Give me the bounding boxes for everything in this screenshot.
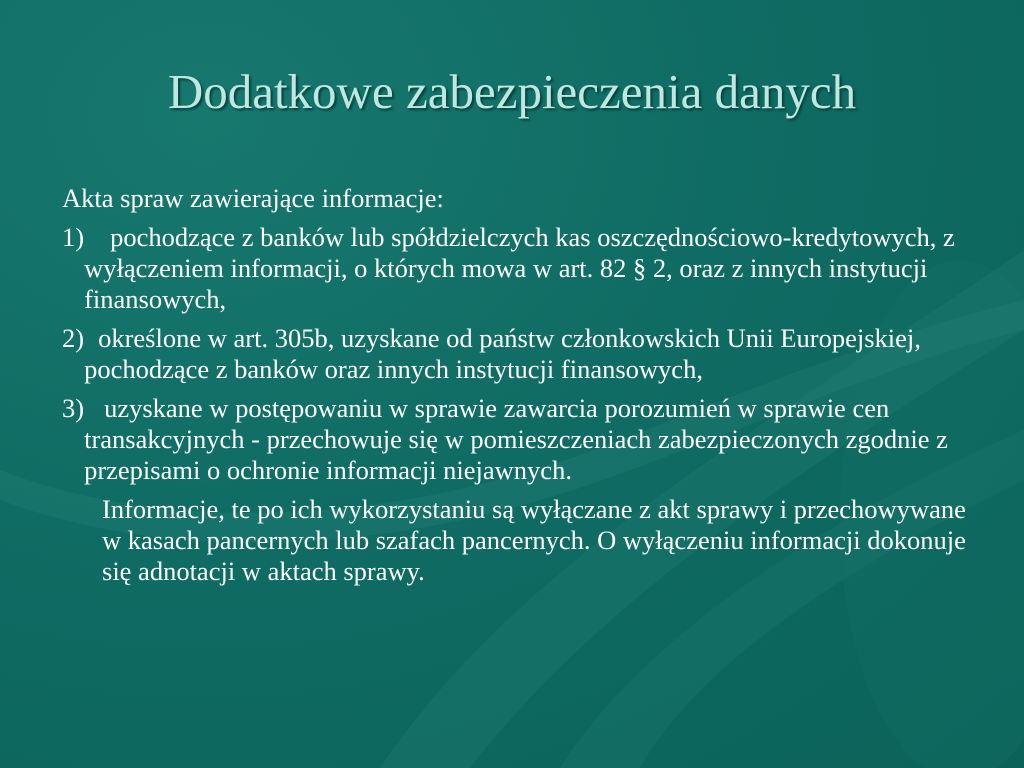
closing-note: Informacje, te po ich wykorzystaniu są wyłączane z akt sprawy i przechowywane w kasach pancernych lub szafach pancernych. O wyłączeniu informacji dokonuje się adnotacji w aktach sprawy. <box>102 494 966 586</box>
list-item-text: pochodzące z banków lub spółdzielczych kas oszczędnościowo-kredytowych, z wyłączeniem informacji, o których mowa w art. 82 § 2, oraz z innych instytucji finansowych, <box>84 222 955 314</box>
list-item-1 <box>62 222 972 315</box>
slide-body <box>62 183 972 587</box>
list-number: 2) <box>62 323 85 353</box>
list-item-text: uzyskane w postępowaniu w sprawie zawarcia porozumień w sprawie cen transakcyjnych - przechowuje się w pomieszczeniach zabezpieczonych zgodnie z przepisami o ochronie informacji niejawnych. <box>84 393 948 485</box>
list-item-text: określone w art. 305b, uzyskane od państw członkowskich Unii Europejskiej, pochodzące z banków oraz innych instytucji finansowych, <box>84 323 921 384</box>
intro-text: Akta spraw zawierające informacje: <box>62 183 444 213</box>
list-number: 1) <box>62 222 85 252</box>
slide-title: Dodatkowe zabezpieczenia danych <box>167 64 857 119</box>
list-item-2 <box>62 323 972 385</box>
list-item-3 <box>62 393 972 486</box>
list-number: 3) <box>62 393 85 423</box>
